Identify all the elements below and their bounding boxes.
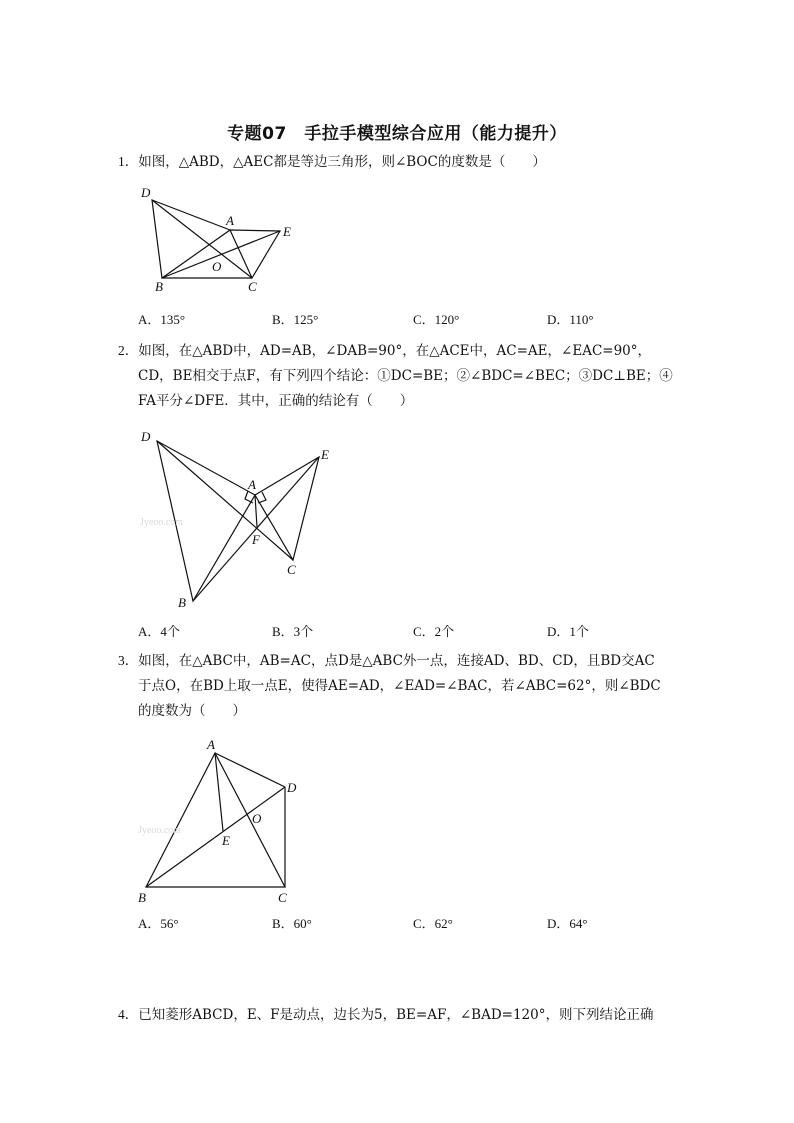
question-text-line-1: 如图，在△ABC中，AB=AC，点D是△ABC外一点，连接AD、BD、CD，且BD交AC xyxy=(138,653,655,669)
question-text-line-2: CD，BE相交于点F，有下列四个结论：①DC=BE；②∠BDC=∠BEC；③DC⊥BE；④ xyxy=(138,368,673,384)
label-a: A xyxy=(207,737,215,752)
question-3 xyxy=(118,648,683,724)
choice-c[interactable]: C．2个 xyxy=(413,624,455,639)
choice-a[interactable]: A．135° xyxy=(138,312,186,327)
label-c: C xyxy=(248,279,257,294)
figure-1 xyxy=(130,178,310,298)
page-title: 专题07 手拉手模型综合应用（能力提升） xyxy=(227,124,567,144)
segment-af xyxy=(255,495,257,527)
question-text: 已知菱形ABCD，E、F是动点，边长为5，BE=AF，∠BAD=120°，则下列结论正确 xyxy=(138,1007,654,1023)
question-number: 3． xyxy=(118,653,139,668)
label-c: C xyxy=(287,562,296,577)
figure-3 xyxy=(130,735,320,905)
question-1 xyxy=(118,149,683,175)
segment-ae xyxy=(215,753,223,831)
label-b: B xyxy=(138,890,146,905)
choice-a[interactable]: A．4个 xyxy=(138,624,180,639)
question-2 xyxy=(118,338,683,414)
segment-dc xyxy=(152,200,252,278)
question-number: 1． xyxy=(118,154,139,169)
choice-c[interactable]: C．62° xyxy=(413,916,453,931)
label-d: D xyxy=(141,185,151,200)
choice-b[interactable]: B．125° xyxy=(272,312,319,327)
question-text-line-3: 的度数为（ ） xyxy=(138,703,246,719)
question-text: 如图，△ABD，△AEC都是等边三角形，则∠BOC的度数是（ ） xyxy=(138,154,546,170)
label-d: D xyxy=(141,429,151,444)
choice-d[interactable]: D．1个 xyxy=(547,624,589,639)
label-d: D xyxy=(287,780,297,795)
question-text-line-1: 如图，在△ABD中，AD=AB，∠DAB=90°，在△ACE中，AC=AE，∠EAC=90°， xyxy=(138,343,652,359)
choice-b[interactable]: B．60° xyxy=(272,916,312,931)
label-f: F xyxy=(252,532,260,547)
question-text-line-3: FA平分∠DFE．其中，正确的结论有（ ） xyxy=(138,393,414,409)
question-number: 2． xyxy=(118,343,139,358)
choice-d[interactable]: D．110° xyxy=(547,312,594,327)
segment-be xyxy=(193,457,319,601)
watermark: Jyeoo.com xyxy=(140,517,184,528)
label-o: O xyxy=(252,811,262,826)
segment-bd xyxy=(146,787,285,887)
segment-dc xyxy=(157,441,293,560)
choice-b[interactable]: B．3个 xyxy=(272,624,314,639)
question-4 xyxy=(118,1002,683,1028)
choice-c[interactable]: C．120° xyxy=(413,312,460,327)
label-o: O xyxy=(212,259,222,274)
question-number: 4． xyxy=(118,1007,139,1022)
segment-ad xyxy=(215,753,285,787)
label-e: E xyxy=(321,447,329,462)
watermark: Jyeoo.com xyxy=(138,825,182,836)
triangle-ace xyxy=(255,457,319,560)
label-c: C xyxy=(278,890,287,905)
label-b: B xyxy=(178,595,186,610)
choice-d[interactable]: D．64° xyxy=(547,916,588,931)
choice-a[interactable]: A．56° xyxy=(138,916,179,931)
label-a: A xyxy=(226,213,234,228)
label-e: E xyxy=(222,833,230,848)
figure-2 xyxy=(135,425,345,615)
question-text-line-2: 于点O，在BD上取一点E，使得AE=AD，∠EAD=∠BAC，若∠ABC=62°，则∠BDC xyxy=(138,678,661,694)
triangle-abc xyxy=(146,753,285,887)
label-e: E xyxy=(283,224,291,239)
label-b: B xyxy=(155,279,163,294)
label-a: A xyxy=(248,477,256,492)
triangle-aec xyxy=(230,230,280,278)
